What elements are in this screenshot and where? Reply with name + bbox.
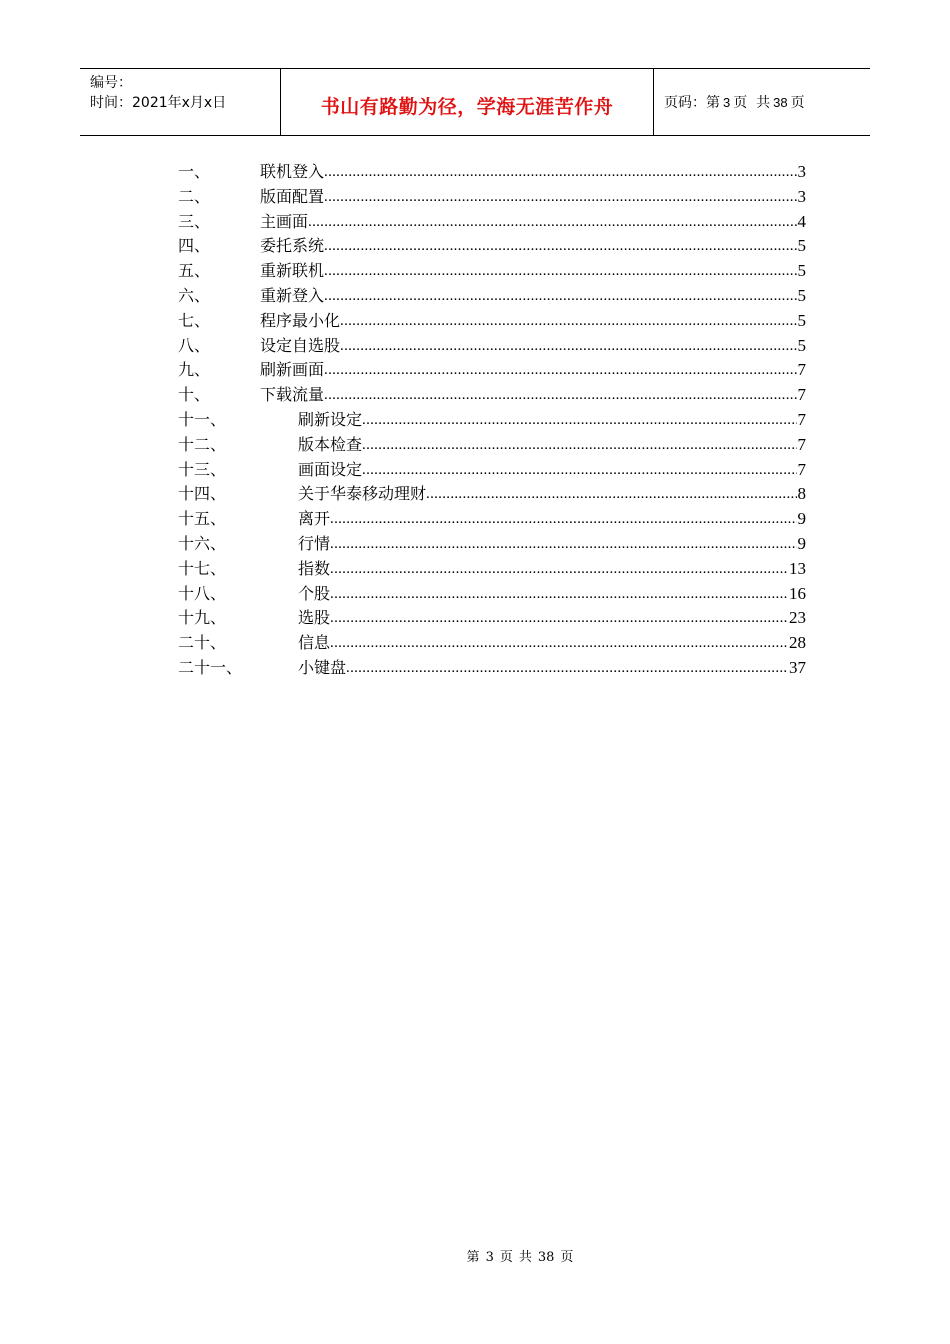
toc-entry-line xyxy=(298,532,806,557)
toc-entry-page-number: 3 xyxy=(797,186,806,206)
header-page-total: 38 xyxy=(773,94,788,110)
toc-entry-number: 十、 xyxy=(178,385,211,405)
toc-dot-leader xyxy=(324,160,796,185)
toc-entry-title: 主画面 xyxy=(260,211,309,231)
toc-dot-leader xyxy=(324,259,796,284)
toc-entry-title: 行情 xyxy=(298,533,331,553)
toc-dot-leader xyxy=(324,383,796,408)
toc-entry-line xyxy=(298,582,806,607)
toc-entry-line xyxy=(298,631,806,656)
toc-entry-line xyxy=(260,284,806,309)
toc-entry-number: 十一、 xyxy=(178,409,227,429)
toc-entry-line xyxy=(260,334,806,359)
toc-dot-leader xyxy=(362,458,796,483)
toc-entry[interactable] xyxy=(178,458,806,483)
page-footer xyxy=(0,1246,950,1265)
toc-entry[interactable] xyxy=(178,234,806,259)
toc-dot-leader xyxy=(362,433,796,458)
toc-entry-line xyxy=(298,656,806,681)
toc-entry-page-number: 5 xyxy=(797,335,806,355)
toc-entry-title: 小键盘 xyxy=(298,657,347,677)
toc-entry-number: 二、 xyxy=(178,186,211,206)
toc-entry-page-number: 7 xyxy=(797,459,806,479)
toc-entry-page-number: 7 xyxy=(797,385,806,405)
toc-entry-line xyxy=(260,185,806,210)
header-page-current: 3 xyxy=(723,94,731,110)
toc-entry-page-number: 4 xyxy=(797,211,806,231)
toc-entry-page-number: 7 xyxy=(797,409,806,429)
toc-entry[interactable] xyxy=(178,557,806,582)
toc-entry[interactable] xyxy=(178,185,806,210)
toc-entry[interactable] xyxy=(178,582,806,607)
toc-entry[interactable] xyxy=(178,160,806,185)
toc-entry-line xyxy=(260,309,806,334)
footer-mid2: 共 xyxy=(518,1250,532,1265)
toc-dot-leader xyxy=(324,234,796,259)
toc-entry-line xyxy=(298,458,806,483)
table-of-contents xyxy=(178,160,806,681)
toc-entry-title: 离开 xyxy=(298,509,331,529)
footer-suffix: 页 xyxy=(560,1250,574,1265)
toc-entry-number: 十九、 xyxy=(178,608,227,628)
footer-page-total: 38 xyxy=(537,1250,555,1265)
toc-entry-title: 重新联机 xyxy=(260,261,325,281)
header-info-cell xyxy=(80,69,281,135)
toc-entry-page-number: 5 xyxy=(797,261,806,281)
toc-entry-line xyxy=(298,507,806,532)
header-motto-cell xyxy=(281,69,654,135)
toc-entry-line xyxy=(298,557,806,582)
toc-entry-title: 联机登入 xyxy=(260,162,325,181)
toc-entry-number: 二十一、 xyxy=(178,657,243,677)
toc-dot-leader xyxy=(330,606,788,631)
toc-entry-line xyxy=(260,160,806,185)
toc-dot-leader xyxy=(324,185,796,210)
toc-entry-title: 刷新设定 xyxy=(298,409,363,429)
header-page-prefix: 页码：第 xyxy=(664,95,720,111)
toc-entry-line xyxy=(260,210,806,235)
toc-entry-page-number: 7 xyxy=(797,360,806,380)
toc-entry-line xyxy=(298,408,806,433)
toc-entry-title: 个股 xyxy=(298,583,331,603)
footer-prefix: 第 xyxy=(466,1250,480,1265)
toc-entry-number: 四、 xyxy=(178,236,211,256)
toc-entry-title: 版面配置 xyxy=(260,186,325,206)
toc-entry-page-number: 7 xyxy=(797,434,806,454)
toc-entry[interactable] xyxy=(178,631,806,656)
header-page-suffix: 页 xyxy=(790,95,805,111)
toc-entry-page-number: 5 xyxy=(797,285,806,305)
toc-entry[interactable] xyxy=(178,334,806,359)
toc-entry-number: 二十、 xyxy=(178,633,227,653)
toc-entry-number: 十五、 xyxy=(178,509,227,529)
toc-entry-line xyxy=(260,383,806,408)
toc-entry-title: 选股 xyxy=(298,608,331,628)
header-motto: 书山有路勤为径，学海无涯苦作舟 xyxy=(320,95,614,118)
toc-entry-number: 十六、 xyxy=(178,533,227,553)
toc-entry-page-number: 9 xyxy=(797,533,806,553)
toc-entry[interactable] xyxy=(178,532,806,557)
document-number-label: 编号： xyxy=(90,75,132,91)
toc-entry-line xyxy=(260,234,806,259)
toc-entry[interactable] xyxy=(178,433,806,458)
toc-entry[interactable] xyxy=(178,408,806,433)
toc-entry-line xyxy=(260,358,806,383)
toc-entry[interactable] xyxy=(178,284,806,309)
footer-page-current: 3 xyxy=(485,1250,494,1265)
toc-entry-line xyxy=(298,482,806,507)
toc-entry-title: 下载流量 xyxy=(260,385,325,405)
toc-entry-title: 指数 xyxy=(298,558,331,578)
toc-entry[interactable] xyxy=(178,482,806,507)
toc-entry-number: 七、 xyxy=(178,310,211,330)
toc-entry-page-number: 5 xyxy=(797,310,806,330)
toc-entry[interactable] xyxy=(178,358,806,383)
toc-dot-leader xyxy=(330,582,788,607)
toc-entry-number: 三、 xyxy=(178,211,211,231)
toc-dot-leader xyxy=(330,507,796,532)
toc-dot-leader xyxy=(346,656,788,681)
toc-dot-leader xyxy=(324,358,796,383)
toc-entry-page-number: 5 xyxy=(797,236,806,256)
document-time-label: 时间：2021年x月x日 xyxy=(90,95,227,111)
header-page-cell xyxy=(654,69,870,135)
footer-mid1: 页 xyxy=(499,1250,513,1265)
toc-entry-title: 版本检查 xyxy=(298,434,363,454)
toc-entry-title: 委托系统 xyxy=(260,236,325,256)
toc-entry-line xyxy=(298,606,806,631)
toc-dot-leader xyxy=(330,532,796,557)
toc-entry-page-number: 37 xyxy=(789,657,806,677)
toc-entry-number: 一、 xyxy=(178,162,211,181)
toc-dot-leader xyxy=(330,557,788,582)
toc-dot-leader xyxy=(426,482,796,507)
toc-entry-number: 十七、 xyxy=(178,558,227,578)
toc-entry-title: 刷新画面 xyxy=(260,360,325,380)
toc-entry-title: 设定自选股 xyxy=(260,335,341,355)
toc-entry[interactable] xyxy=(178,507,806,532)
toc-entry-title: 重新登入 xyxy=(260,285,325,305)
toc-entry[interactable] xyxy=(178,606,806,631)
toc-dot-leader xyxy=(324,284,796,309)
toc-entry-number: 九、 xyxy=(178,360,211,380)
toc-entry-title: 信息 xyxy=(298,633,331,653)
header-page-mid: 页 共 xyxy=(733,95,771,111)
toc-dot-leader xyxy=(308,210,796,235)
toc-entry-number: 六、 xyxy=(178,285,211,305)
toc-entry-number: 八、 xyxy=(178,335,211,355)
page-header xyxy=(80,68,870,136)
toc-entry-number: 五、 xyxy=(178,261,211,281)
toc-entry-page-number: 3 xyxy=(797,162,806,181)
toc-entry[interactable] xyxy=(178,309,806,334)
toc-entry-page-number: 13 xyxy=(789,558,806,578)
toc-entry-page-number: 9 xyxy=(797,509,806,529)
toc-entry-number: 十八、 xyxy=(178,583,227,603)
toc-entry-number: 十四、 xyxy=(178,484,227,504)
toc-entry-page-number: 8 xyxy=(797,484,806,504)
toc-entry-title: 程序最小化 xyxy=(260,310,341,330)
toc-dot-leader xyxy=(362,408,796,433)
toc-dot-leader xyxy=(340,334,796,359)
toc-dot-leader xyxy=(330,631,788,656)
toc-entry-title: 画面设定 xyxy=(298,459,363,479)
toc-entry-title: 关于华泰移动理财 xyxy=(298,484,427,504)
toc-entry[interactable] xyxy=(178,210,806,235)
toc-entry-page-number: 28 xyxy=(789,633,806,653)
toc-dot-leader xyxy=(340,309,796,334)
toc-entry-line xyxy=(298,433,806,458)
toc-entry[interactable] xyxy=(178,383,806,408)
toc-entry-number: 十二、 xyxy=(178,434,227,454)
toc-entry-number: 十三、 xyxy=(178,459,227,479)
toc-entry-page-number: 16 xyxy=(789,583,806,603)
toc-entry-page-number: 23 xyxy=(789,608,806,628)
toc-entry[interactable] xyxy=(178,259,806,284)
toc-entry-line xyxy=(260,259,806,284)
toc-entry[interactable] xyxy=(178,656,806,681)
